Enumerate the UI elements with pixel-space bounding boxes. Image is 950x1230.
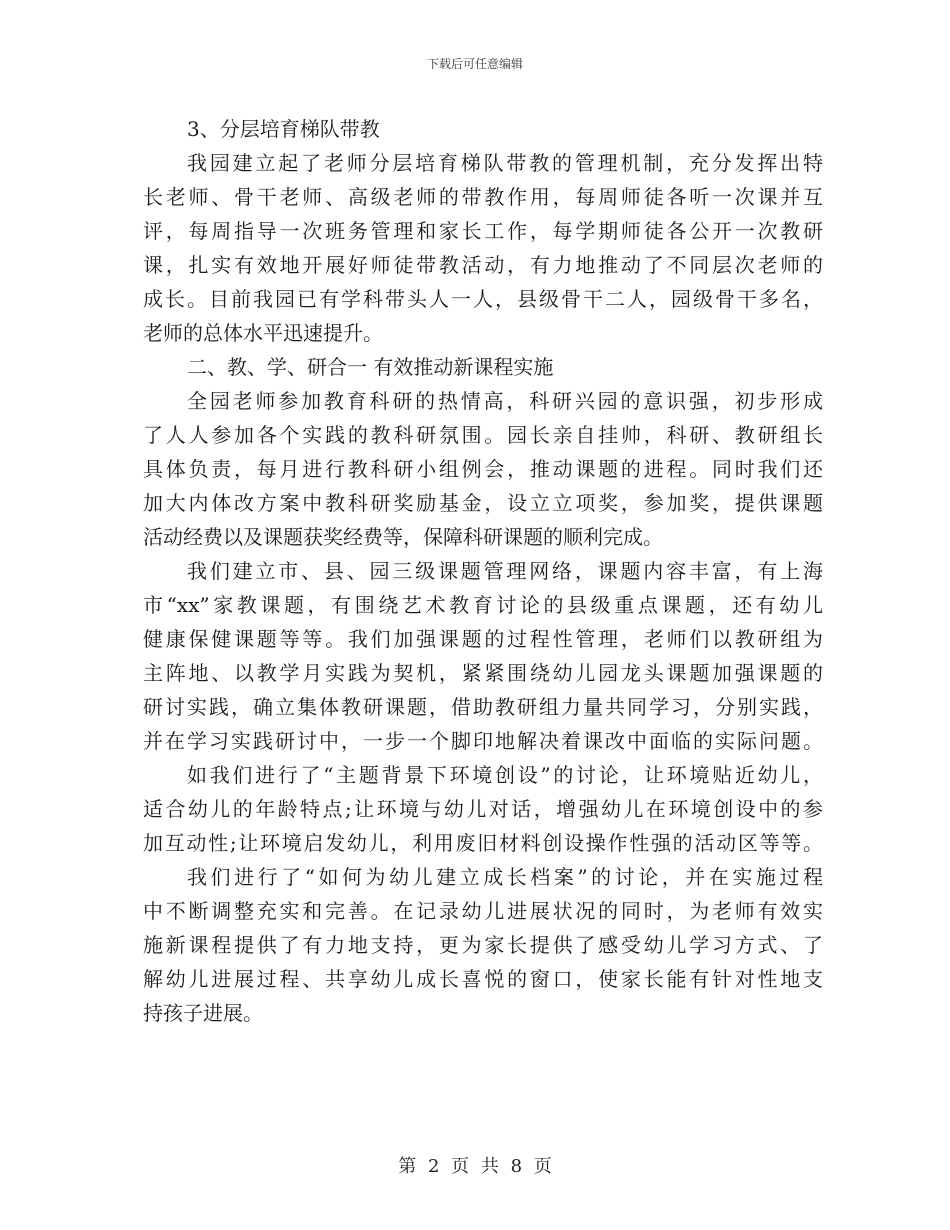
paragraph-line: 具体负责，每月进行教科研小组例会，推动课题的进程。同时我们还 xyxy=(143,457,823,481)
paragraph-first-line: 3、分层培育梯队带教 xyxy=(187,117,380,141)
paragraph-line: 活动经费以及课题获奖经费等，保障科研课题的顺利完成。 xyxy=(143,525,663,549)
paragraph-first-line: 我们建立市、县、园三级课题管理网络，课题内容丰富，有上海 xyxy=(187,559,823,583)
paragraph-line: 市“xx”家教课题，有围绕艺术教育讨论的县级重点课题，还有幼儿 xyxy=(143,593,823,617)
paragraph-first-line: 二、教、学、研合一 有效推动新课程实施 xyxy=(187,355,554,379)
page-header: 下载后可任意编辑 xyxy=(426,57,523,71)
paragraph-line: 健康保健课题等等。我们加强课题的过程性管理，老师们以教研组为 xyxy=(143,627,823,651)
paragraph-line: 加互动性;让环境启发幼儿，利用废旧材料创设操作性强的活动区等等。 xyxy=(143,831,823,855)
page-number: 第 2 页 共 8 页 xyxy=(398,1156,552,1177)
paragraph-line: 长老师、骨干老师、高级老师的带教作用，每周师徒各听一次课并互 xyxy=(143,185,823,209)
paragraph-line: 评，每周指导一次班务管理和家长工作，每学期师徒各公开一次教研 xyxy=(143,219,823,243)
document-body xyxy=(143,112,823,1030)
paragraph-line: 研讨实践，确立集体教研课题，借助教研组力量共同学习，分别实践， xyxy=(143,695,823,719)
paragraph-first-line: 我们进行了“如何为幼儿建立成长档案”的讨论，并在实施过程 xyxy=(187,865,823,889)
paragraph-first-line: 全园老师参加教育科研的热情高，科研兴园的意识强，初步形成 xyxy=(187,389,823,413)
paragraph-line: 解幼儿进展过程、共享幼儿成长喜悦的窗口，使家长能有针对性地支 xyxy=(143,967,823,991)
paragraph-first-line: 我园建立起了老师分层培育梯队带教的管理机制，充分发挥出特 xyxy=(187,151,823,175)
paragraph-line: 老师的总体水平迅速提升。 xyxy=(143,321,383,345)
paragraph-line: 并在学习实践研讨中，一步一个脚印地解决着课改中面临的实际问题。 xyxy=(143,729,823,753)
paragraph-line: 课，扎实有效地开展好师徒带教活动，有力地推动了不同层次老师的 xyxy=(143,253,823,277)
paragraph-line: 持孩子进展。 xyxy=(143,1001,263,1025)
paragraph-line: 适合幼儿的年龄特点;让环境与幼儿对话，增强幼儿在环境创设中的参 xyxy=(143,797,823,821)
paragraph-line: 成长。目前我园已有学科带头人一人，县级骨干二人，园级骨干多名， xyxy=(143,287,823,311)
paragraph-line: 中不断调整充实和完善。在记录幼儿进展状况的同时，为老师有效实 xyxy=(143,899,823,923)
paragraph-first-line: 如我们进行了“主题背景下环境创设”的讨论，让环境贴近幼儿， xyxy=(187,763,823,787)
paragraph-line: 加大内体改方案中教科研奖励基金，设立立项奖，参加奖，提供课题 xyxy=(143,491,823,515)
paragraph-line: 施新课程提供了有力地支持，更为家长提供了感受幼儿学习方式、了 xyxy=(143,933,823,957)
paragraph-line: 主阵地、以教学月实践为契机，紧紧围绕幼儿园龙头课题加强课题的 xyxy=(143,661,823,685)
paragraph-line: 了人人参加各个实践的教科研氛围。园长亲自挂帅，科研、教研组长 xyxy=(143,423,823,447)
